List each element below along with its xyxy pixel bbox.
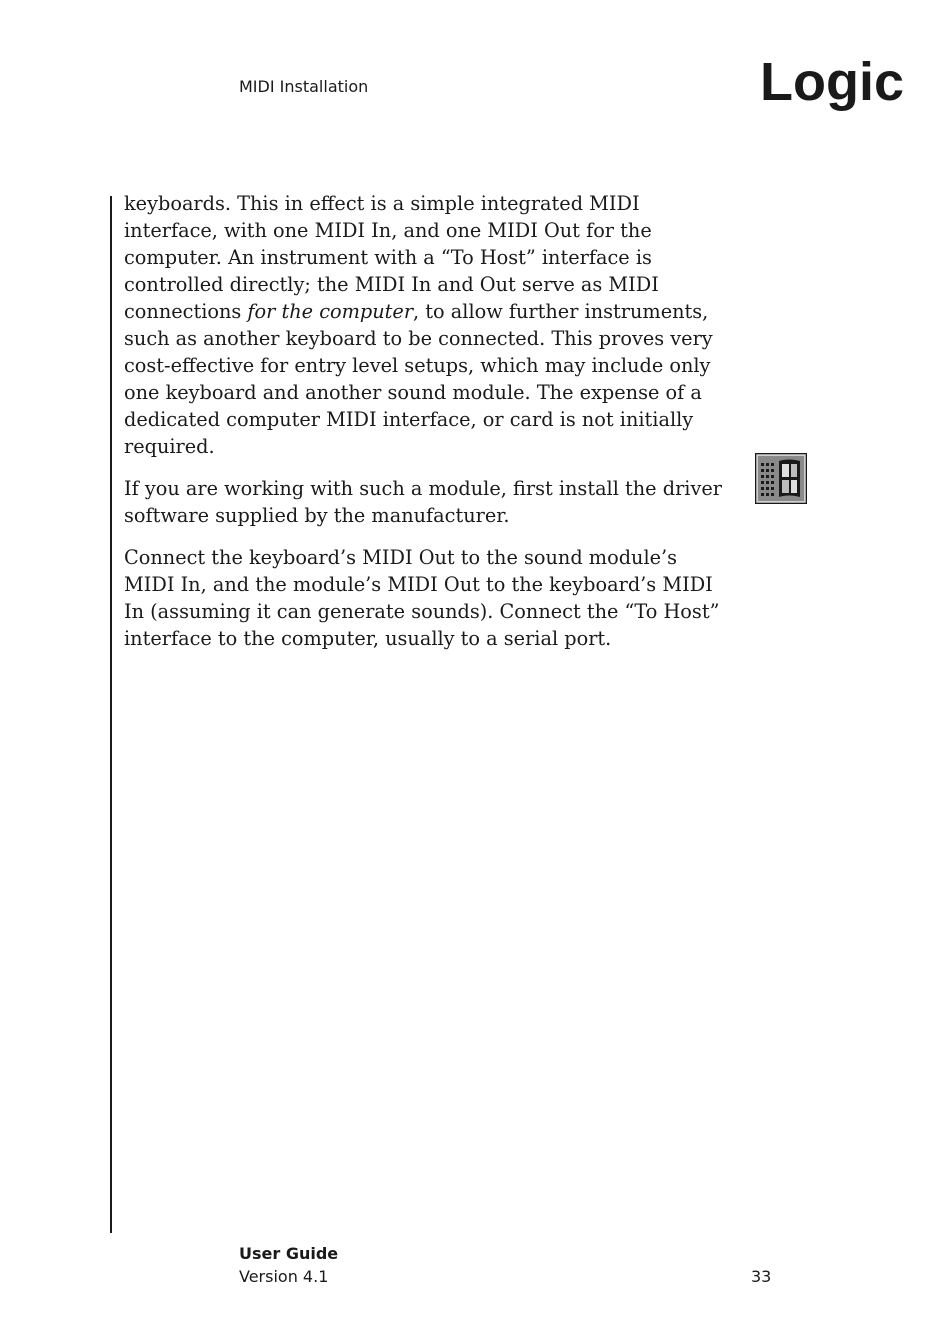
paragraph-3: Connect the keyboard’s MIDI Out to the sound module’s MIDI In, and the module’s MIDI Out to the keyboard’s MIDI In (assuming it can generate sounds). Connect the “To Host” interface to the computer, usually to a serial port. — [124, 546, 720, 650]
paragraph-1: keyboards. This in effect is a simple integrated MIDI interface, with one MIDI In, and one MIDI Out for the computer. An instrument with a “To Host” interface is controlled directly; the MIDI In and Out serve as MIDI connections for the computer, to allow further instruments, such as another keyboard to be connected. This proves very cost-effective for entry level setups, which may include only one keyboard and another sound module. The expense of a dedicated computer MIDI interface, or card is not initially required. — [124, 192, 713, 458]
paragraph-2: If you are working with such a module, first install the driver software supplied by the manufacturer. — [124, 477, 722, 527]
running-header: MIDI Installation — [239, 77, 369, 96]
emphasis-text: for the computer — [247, 300, 414, 323]
footer-title: User Guide — [239, 1244, 339, 1263]
footer-version: Version 4.1 — [239, 1267, 329, 1286]
margin-rule — [110, 196, 112, 1233]
logic-logo — [760, 48, 922, 128]
logo-wordmark: Logic — [760, 52, 904, 112]
page-number: 33 — [751, 1267, 772, 1286]
body-text — [124, 190, 724, 667]
windows-os-icon — [755, 453, 807, 504]
